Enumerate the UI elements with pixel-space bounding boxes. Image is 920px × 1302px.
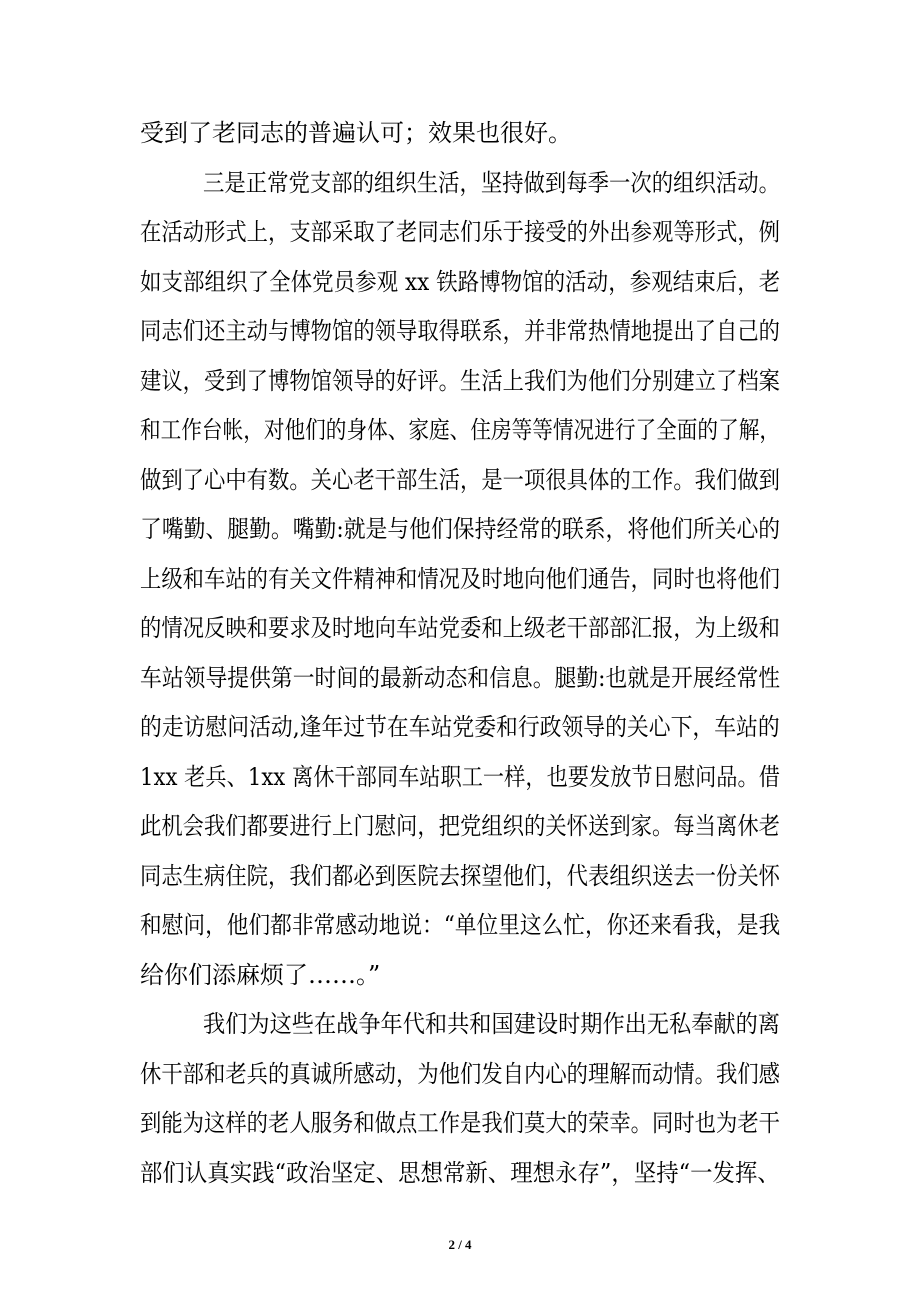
text-line-4: 如支部组织了全体党员参观 xx 铁路博物馆的活动，参观结束后，老: [140, 267, 781, 296]
text-line-16: 同志生病住院，我们都必到医院去探望他们，代表组织送去一份关怀: [140, 861, 780, 890]
text-line-13: 的走访慰问活动,逢年过节在车站党委和行政领导的关心下，车站的: [140, 713, 780, 741]
text-line-19: 我们为这些在战争年代和共和国建设时期作出无私奉献的离: [203, 1010, 780, 1038]
text-line-2: 三是正常党支部的组织生活，坚持做到每季一次的组织活动。: [203, 168, 780, 197]
text-line-9: 了嘴勤、腿勤。嘴勤:就是与他们保持经常的联系，将他们所关心的: [140, 515, 781, 543]
text-line-5: 同志们还主动与博物馆的领导取得联系，并非常热情地提出了自己的: [140, 317, 780, 345]
text-line-10: 上级和车站的有关文件精神和情况及时地向他们通告，同时也将他们: [140, 564, 780, 593]
text-line-18: 给你们添麻烦了……。”: [140, 960, 381, 989]
text-line-8: 做到了心中有数。关心老干部生活，是一项很具体的工作。我们做到: [140, 465, 780, 494]
text-line-21: 到能为这样的老人服务和做点工作是我们莫大的荣幸。同时也为老干: [140, 1109, 780, 1137]
page-number: 2 / 4: [448, 1237, 472, 1252]
text-line-7: 和工作台帐，对他们的身体、家庭、住房等等情况进行了全面的了解，: [140, 416, 780, 444]
text-line-22: 部们认真实践“政治坚定、思想常新、理想永存”，坚持“一发挥、: [140, 1158, 780, 1187]
text-line-3: 在活动形式上，支部采取了老同志们乐于接受的外出参观等形式，例: [140, 218, 780, 246]
text-line-1: 受到了老同志的普遍认可；效果也很好。: [140, 119, 572, 147]
text-line-20: 休干部和老兵的真诚所感动，为他们发自内心的理解而动情。我们感: [140, 1059, 780, 1088]
text-line-15: 此机会我们都要进行上门慰问，把党组织的关怀送到家。每当离休老: [140, 812, 780, 840]
text-line-11: 的情况反映和要求及时地向车站党委和上级老干部部汇报，为上级和: [140, 614, 780, 642]
text-line-17: 和慰问，他们都非常感动地说：“单位里这么忙，你还来看我，是我: [140, 911, 781, 939]
text-line-12: 车站领导提供第一时间的最新动态和信息。腿勤:也就是开展经常性: [140, 663, 781, 692]
text-line-14: 1xx 老兵、1xx 离休干部同车站职工一样，也要发放节日慰问品。借: [140, 762, 780, 791]
text-line-6: 建议，受到了博物馆领导的好评。生活上我们为他们分别建立了档案: [140, 366, 780, 395]
